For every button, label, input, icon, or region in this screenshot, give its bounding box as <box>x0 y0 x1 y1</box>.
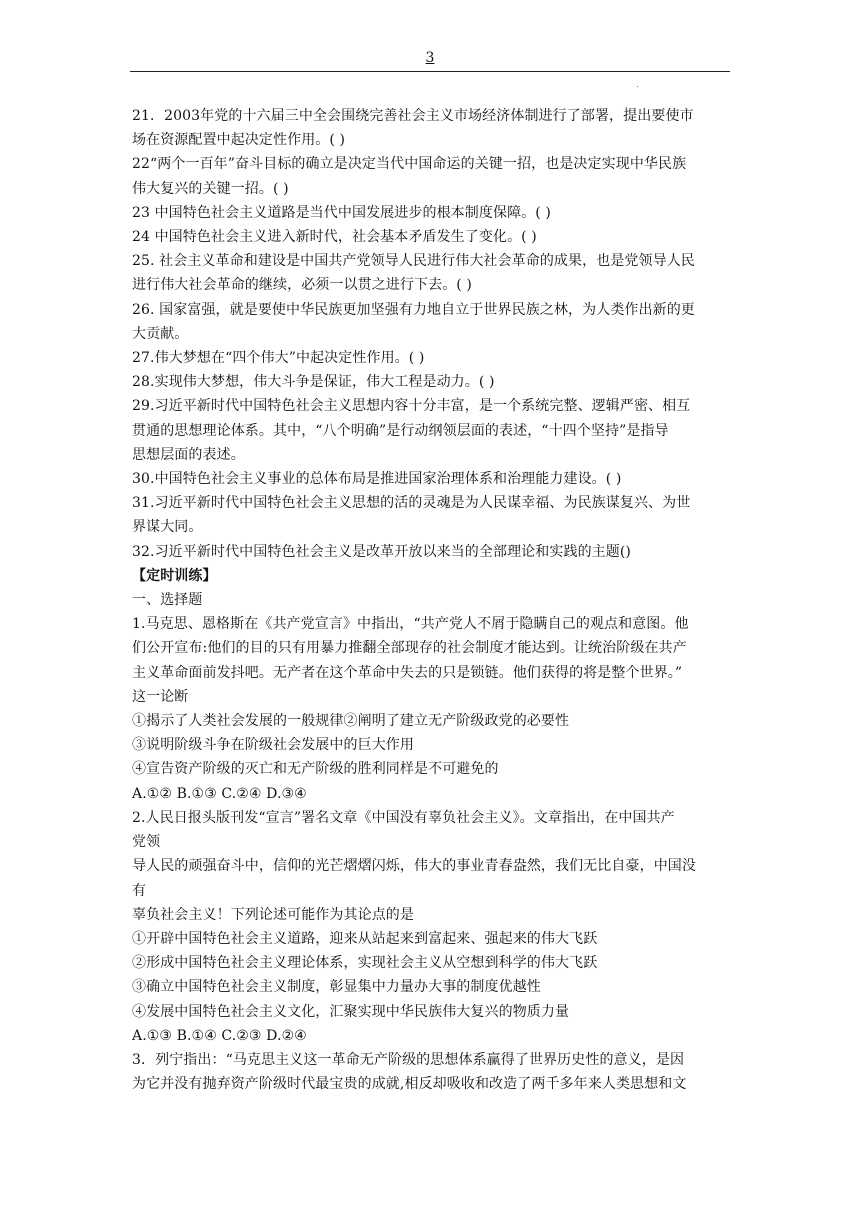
header-rule <box>130 71 730 72</box>
text-line: 32.习近平新时代中国特色社会主义是改革开放以来当的全部理论和实践的主题() <box>132 543 631 560</box>
text-line: 【定时训练】 <box>132 567 217 584</box>
text-line: 这一论断 <box>132 688 189 705</box>
text-line: 为它并没有抛弃资产阶级时代最宝贵的成就,相反却吸收和改造了两千多年来人类思想和文 <box>132 1076 687 1093</box>
text-line: 26. 国家富强，就是要使中华民族更加坚强有力地自立于世界民族之林，为人类作出新的更 <box>132 301 695 318</box>
text-line: 27.伟大梦想在“四个伟大”中起决定性作用。( ) <box>132 350 425 367</box>
text-line: 24 中国特色社会主义进入新时代，社会基本矛盾发生了变化。( ) <box>132 229 537 246</box>
text-line: ①开辟中国特色社会主义道路，迎来从站起来到富起来、强起来的伟大飞跃 <box>132 930 598 947</box>
document-body <box>132 104 736 1096</box>
text-line: 有 <box>132 882 147 899</box>
text-line: 贯通的思想理论体系。其中，“八个明确”是行动纲领层面的表述，“十四个坚持”是指导 <box>132 422 669 439</box>
text-line: 主义革命面前发抖吧。无产者在这个革命中失去的只是锁链。他们获得的将是整个世界。” <box>132 664 683 681</box>
text-line: 伟大复兴的关键一招。( ) <box>132 180 289 197</box>
text-line: 25. 社会主义革命和建设是中国共产党领导人民进行伟大社会革命的成果，也是党领导人民 <box>132 253 695 270</box>
text-line: ④发展中国特色社会主义文化，汇聚实现中华民族伟大复兴的物质力量 <box>132 1003 570 1020</box>
text-line: 3．列宁指出：“马克思主义这一革命无产阶级的思想体系赢得了世界历史性的意义，是因 <box>132 1051 685 1068</box>
text-line: 党领 <box>132 834 161 851</box>
header-dot: . <box>636 80 639 89</box>
text-line: ①揭示了人类社会发展的一般规律②阐明了建立无产阶级政党的必要性 <box>132 713 570 730</box>
text-line: 场在资源配置中起决定性作用。( ) <box>132 132 346 149</box>
text-line: ③确立中国特色社会主义制度，彰显集中力量办大事的制度优越性 <box>132 979 541 996</box>
text-line: 23 中国特色社会主义道路是当代中国发展进步的根本制度保障。( ) <box>132 204 551 221</box>
text-line: 21．2003年党的十六届三中全会围绕完善社会主义市场经济体制进行了部署，提出要使市 <box>132 108 694 124</box>
text-line: 29.习近平新时代中国特色社会主义思想内容十分丰富，是一个系统完整、逻辑严密、相互 <box>132 398 691 415</box>
text-line: 大贡献。 <box>132 325 189 342</box>
text-line: A.①② B.①③ C.②④ D.③④ <box>132 785 307 802</box>
text-line: 30.中国特色社会主义事业的总体布局是推进国家治理体系和治理能力建设。( ) <box>132 471 622 488</box>
text-line: 们公开宣布:他们的目的只有用暴力推翻全部现存的社会制度才能达到。让统治阶级在共产 <box>132 640 687 657</box>
text-line: 进行伟大社会革命的继续，必须一以贯之进行下去。( ) <box>132 277 472 294</box>
text-line: ④宣告资产阶级的灭亡和无产阶级的胜利同样是不可避免的 <box>132 761 499 778</box>
text-line: 31.习近平新时代中国特色社会主义思想的活的灵魂是为人民谋幸福、为民族谋复兴、为世 <box>132 495 691 512</box>
text-line: 界谋大同。 <box>132 519 203 536</box>
text-line: 一、选择题 <box>132 592 203 609</box>
text-line: 22“两个一百年”奋斗目标的确立是决定当代中国命运的关键一招，也是决定实现中华民族 <box>132 156 687 173</box>
page-number: 3 <box>425 50 435 66</box>
text-line: 28.实现伟大梦想，伟大斗争是保证，伟大工程是动力。( ) <box>132 374 495 391</box>
text-line: 辜负社会主义！下列论述可能作为其论点的是 <box>132 906 414 923</box>
text-line: ③说明阶级斗争在阶级社会发展中的巨大作用 <box>132 737 414 754</box>
text-line: 1.马克思、恩格斯在《共产党宣言》中指出，“共产党人不屑于隐瞒自己的观点和意图。他 <box>132 616 689 633</box>
text-line: A.①③ B.①④ C.②③ D.②④ <box>132 1027 307 1044</box>
text-line: 导人民的顽强奋斗中，信仰的光芒熠熠闪烁，伟大的事业青春盎然，我们无比自豪，中国没 <box>132 858 696 875</box>
text-line: 思想层面的表述。 <box>132 446 245 463</box>
text-line: ②形成中国特色社会主义理论体系，实现社会主义从空想到科学的伟大飞跃 <box>132 955 598 972</box>
text-line: 2.人民日报头版刊发“宣言”署名文章《中国没有辜负社会主义》。文章指出，在中国共产 <box>132 809 675 826</box>
